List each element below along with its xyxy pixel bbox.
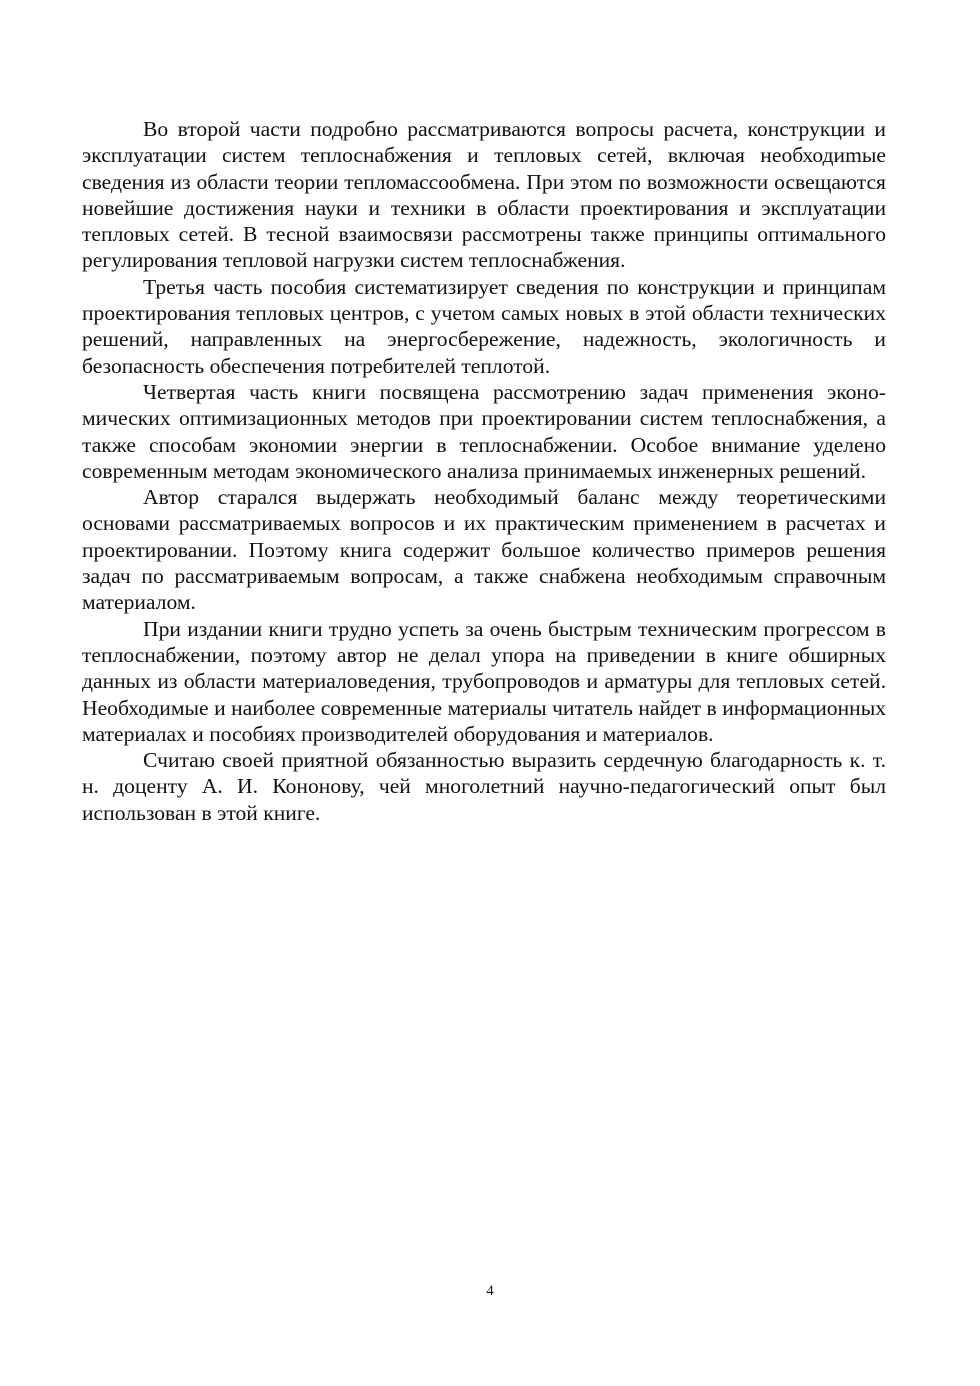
- paragraph-author-balance: Автор старался выдержать необходимый баланс между теоретическими основами рассматриваемых вопросов и их практическим применением в расчетах и проектировании. Поэтому книга содержит большое количество примеров решения задач по рассматриваемым вопросам, а также снабжена необходимым справочным материалом.: [82, 485, 886, 615]
- paragraph-part-two: Во второй части подробно рассматриваются вопросы расчета, конструкции и эксплуатации систем теплоснабжения и тепловых сетей, включая необходиmые сведения из области теории тепломассообмена. При этом по возможности освещаются новейшие достижения науки и техники в области проектирования и эксплуатации тепловых сетей. В тесной взаимосвязи рассмотрены также принципы оптимального регулирования тепловой нагрузки систем теплоснабжения.: [82, 117, 886, 273]
- page-number: 4: [486, 1283, 494, 1299]
- paragraph-part-three: Третья часть пособия систематизирует сведения по конструкции и принципам проектирования тепловых центров, с учетом самых новых в этой области технических решений, направленных на энергосбережение, надежность, экологичность и безопасность обеспечения потребителей теплотой.: [82, 274, 886, 378]
- paragraph-acknowledgement: Считаю своей приятной обязанностью выразить сердечную благодарность к. т. н. доценту А. И. Кононову, чей многолетний научно-педагогический опыт был использован в этой книге.: [82, 748, 886, 825]
- body-text: [82, 116, 886, 826]
- paragraph-part-four: Четвертая часть книги посвящена рассмотрению задач применения экономических оптимизационных методов при проектировании систем теплоснабжения, а также способам экономии энергии в теплоснабжении. Особое внимание уделено современным методам экономического анализа принимаемых инженерных решений.: [82, 379, 886, 483]
- paragraph-progress: При издании книги трудно успеть за очень быстрым техническим прогрессом в теплоснабжении, поэтому автор не делал упора на приведении в книге обширных данных из области материаловедения, трубопроводов и арматуры для тепловых сетей. Необходимые и наиболее современные материалы читатель найдет в информационных материалах и пособиях производителей оборудования и материалов.: [82, 616, 886, 746]
